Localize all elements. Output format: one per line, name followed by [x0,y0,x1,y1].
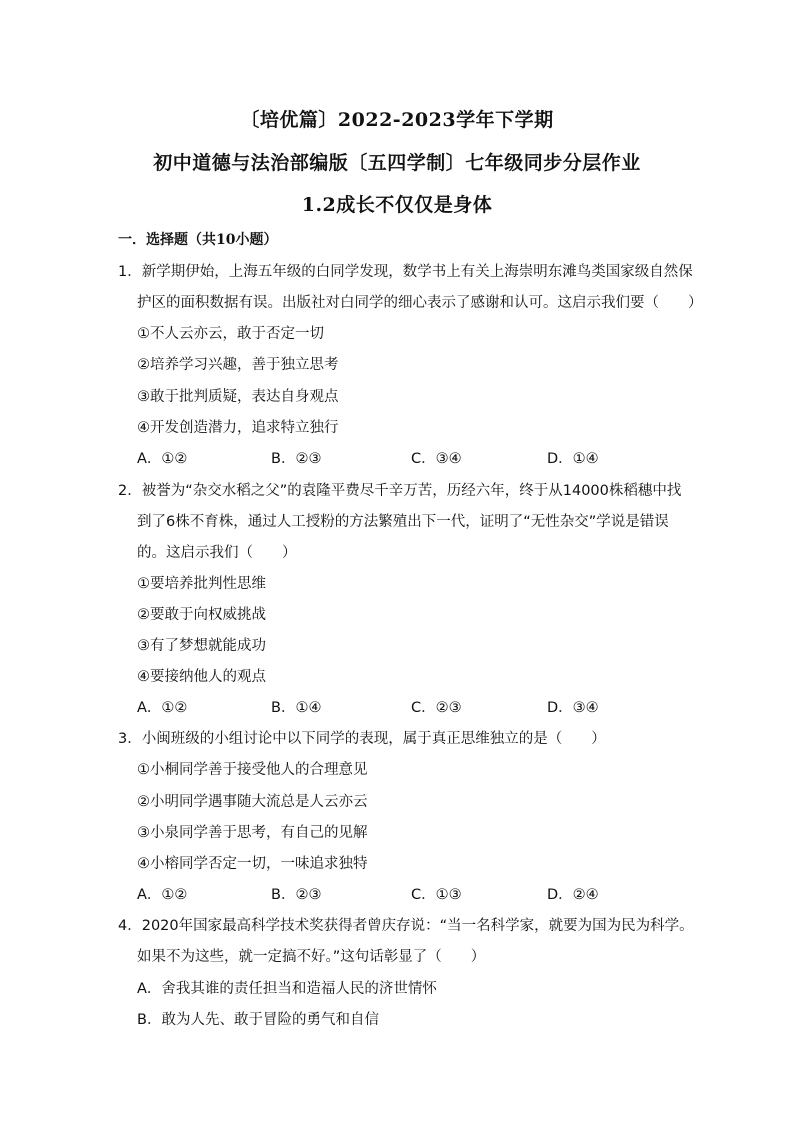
question-3-choice-a[interactable]: A．①② [137,887,188,903]
question-2-choice-d[interactable]: D．③④ [547,700,599,716]
question-3-choice-d[interactable]: D．②④ [547,887,599,903]
question-1-stem-line-1: 1．新学期伊始，上海五年级的白同学发现，数学书上有关上海崇明东滩鸟类国家级自然保 [118,264,693,280]
question-3-stem-line-1: 3．小闽班级的小组讨论中以下同学的表现，属于真正思维独立的是（ ） [118,731,606,747]
document-title-line-3: 1.2成长不仅仅是身体 [301,194,493,216]
question-3-statement-1: ①小桐同学善于接受他人的合理意见 [137,762,368,778]
question-2-statement-1: ①要培养批判性思维 [137,576,266,592]
question-2-choice-b[interactable]: B．①④ [271,700,322,716]
question-2-stem-line-2: 到了6株不育株，通过人工授粉的方法繁殖出下一代，证明了“无性杂交”学说是错误 [137,514,669,530]
document-title-line-2: 初中道德与法治部编版〔五四学制〕七年级同步分层作业 [153,152,641,174]
section-heading: 一．选择题（共10小题） [118,232,278,248]
question-3-choice-b[interactable]: B．②③ [271,887,322,903]
question-2-statement-2: ②要敢于向权威挑战 [137,607,266,623]
question-3-statement-3: ③小泉同学善于思考，有自己的见解 [137,825,368,841]
question-1-statement-3: ③敢于批判质疑，表达自身观点 [137,389,339,405]
question-1-choice-a[interactable]: A．①② [137,451,188,467]
question-4-choice-a[interactable]: A．舍我其谁的责任担当和造福人民的济世情怀 [137,981,437,997]
question-1-choice-b[interactable]: B．②③ [271,451,322,467]
question-2-statement-3: ③有了梦想就能成功 [137,638,266,654]
question-3-choice-c[interactable]: C．①③ [411,887,462,903]
question-1-choice-d[interactable]: D．①④ [547,451,599,467]
question-4-stem-line-2: 如果不为这些，就一定搞不好。”这句话彰显了（ ） [137,949,486,965]
question-1-stem-line-2: 护区的面积数据有误。出版社对白同学的细心表示了感谢和认可。这启示我们要（ ） [137,295,703,311]
question-2-choice-c[interactable]: C．②③ [411,700,462,716]
question-1-statement-1: ①不人云亦云，敢于否定一切 [137,326,324,342]
document-title-line-1: 〔培优篇〕2022-2023学年下学期 [240,109,554,131]
question-3-statement-2: ②小明同学遇事随大流总是人云亦云 [137,794,368,810]
question-4-stem-line-1: 4．2020年国家最高科学技术奖获得者曾庆存说：“当一名科学家，就要为国为民为科学。 [118,918,694,934]
question-1-statement-2: ②培养学习兴趣，善于独立思考 [137,357,339,373]
question-4-choice-b[interactable]: B．敢为人先、敢于冒险的勇气和自信 [137,1012,379,1028]
question-2-statement-4: ④要接纳他人的观点 [137,669,266,685]
question-2-stem-line-1: 2．被誉为“杂交水稻之父”的袁隆平费尽千辛万苦，历经六年，终于从14000株稻穗中找 [118,483,682,499]
question-1-statement-4: ④开发创造潜力，追求特立独行 [137,420,339,436]
question-2-stem-line-3: 的。这启示我们（ ） [137,545,297,561]
question-1-choice-c[interactable]: C．③④ [411,451,462,467]
question-2-choice-a[interactable]: A．①② [137,700,188,716]
question-3-statement-4: ④小榕同学否定一切，一味追求独特 [137,856,368,872]
